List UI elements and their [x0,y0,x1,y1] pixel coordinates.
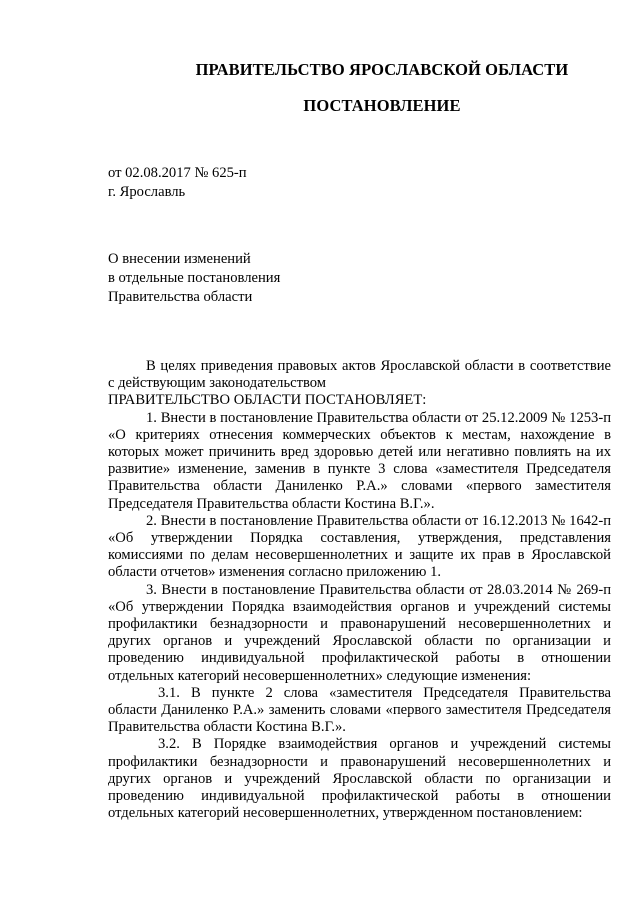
subject-line-1: О внесении изменений [108,251,251,267]
item-3-2-paragraph: 3.2. В Порядке взаимодействия органов и учреждений системы профилактики безнадзорности и правонарушений несовершеннолетних и других органов и учреждений Ярославской области по организации и проведению индивидуальной профилактической работы в отношении отдельных категорий несовершеннолетних, утвержденном постановлением: [108,736,611,822]
item-1-paragraph: 1. Внести в постановление Правительства области от 25.12.2009 № 1253-п «О критериях отнесения коммерческих объектов к местам, нахождение в которых может причинить вред здоровью детей или негативно повлиять на их развитие» изменение, заменив в пункте 3 слова «заместителя Председателя Правительства области Даниленко Р.А.» словами «первого заместителя Председателя Правительства области Костина В.Г.». [108,409,611,512]
item-3-1-paragraph: 3.1. В пункте 2 слова «заместителя Председателя Правительства области Даниленко Р.А.» заменить словами «первого заместителя Председателя Правительства области Костина В.Г.». [108,684,611,736]
government-title: ПРАВИТЕЛЬСТВО ЯРОСЛАВСКОЙ ОБЛАСТИ [195,60,569,79]
document-type-title: ПОСТАНОВЛЕНИЕ [303,96,461,115]
item-3-paragraph: 3. Внести в постановление Правительства области от 28.03.2014 № 269-п «Об утверждении Порядка взаимодействия органов и учреждений системы профилактики безнадзорности и правонарушений несовершеннолетних и других органов и учреждений Ярославской области по организации и проведению индивидуальной профилактической работы в отношении отдельных категорий несовершеннолетних» следующие изменения: [108,581,611,684]
intro-paragraph: В целях приведения правовых актов Ярославской области в соответствие с действующим законодательством [108,358,611,392]
subject-line-3: Правительства области [108,289,253,305]
item-2-paragraph: 2. Внести в постановление Правительства области от 16.12.2013 № 1642-п «Об утверждении Порядка составления, утверждения, представления комиссиями по делам несовершеннолетних и защите их прав в Ярославской области отчетов» изменения согласно приложению 1. [108,512,611,581]
decree-line: ПРАВИТЕЛЬСТВО ОБЛАСТИ ПОСТАНОВЛЯЕТ: [108,392,427,409]
document-body [108,358,611,822]
city: г. Ярославль [108,184,186,200]
date-number: от 02.08.2017 № 625-п [108,165,247,181]
subject-line-2: в отдельные постановления [108,270,281,286]
